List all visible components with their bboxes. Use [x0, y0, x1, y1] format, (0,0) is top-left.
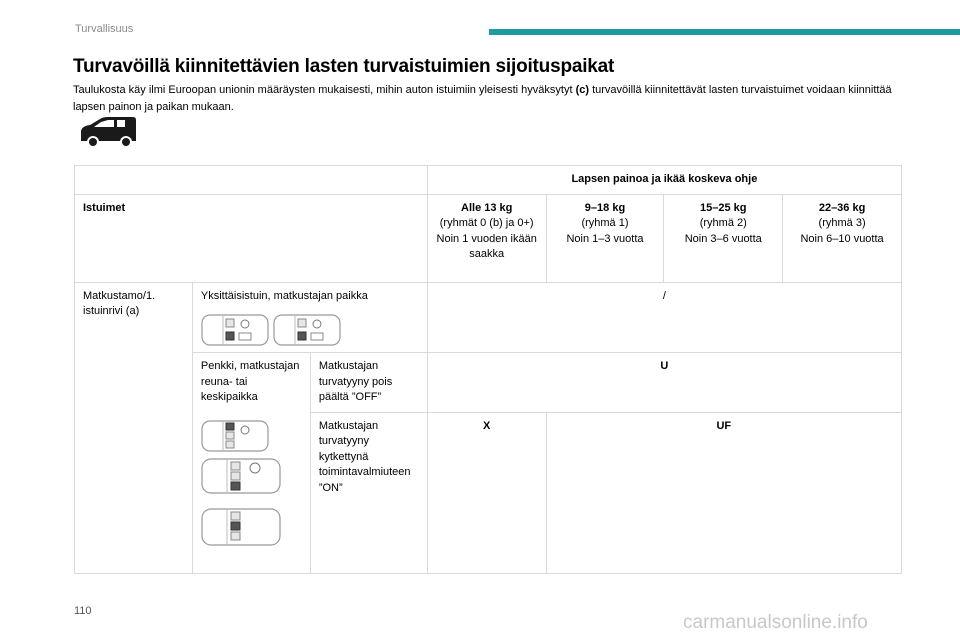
bench-airbag-off-row: [75, 353, 902, 413]
child-seat-table: [74, 165, 902, 574]
page-number: 110: [74, 605, 92, 617]
weight-group-group: (ryhmä 2): [699, 217, 747, 229]
bench-cell: [192, 353, 310, 574]
table-header-row: [75, 166, 902, 195]
airbag-on-value-group-0: X: [427, 412, 546, 573]
watermark: carmanualsonline.info: [683, 612, 868, 633]
intro-paragraph: [73, 82, 903, 116]
airbag-off-value: U: [427, 353, 901, 413]
weight-group-3: [783, 194, 902, 282]
seat-diagram-icon: [201, 458, 281, 494]
guidance-header: Lapsen painoa ja ikää koskeva ohje: [427, 166, 901, 195]
weight-group-weight: 9–18 kg: [584, 201, 626, 214]
weight-group-group: (ryhmä 1): [581, 217, 629, 229]
seat-diagram-icon: [201, 420, 269, 452]
seat-diagram-icon: [273, 314, 341, 346]
weight-group-1: [546, 194, 664, 282]
page-title: Turvavöillä kiinnitettävien lasten turvaistuimien sijoituspaikat: [73, 56, 615, 77]
weight-group-age: Noin 1 vuoden ikään saakka: [436, 232, 537, 260]
airbag-on-value-groups-1-3: UF: [546, 412, 901, 573]
seats-header: Istuimet: [75, 194, 428, 282]
weight-group-age: Noin 1–3 vuotta: [566, 232, 644, 245]
section-accent-bar: [489, 29, 960, 35]
intro-footnote-ref: (c): [575, 84, 590, 96]
van-icon: [78, 114, 140, 150]
empty-header-cell: [75, 166, 428, 195]
weight-group-age: Noin 6–10 vuotta: [800, 232, 884, 245]
section-label: Turvallisuus: [75, 23, 134, 35]
single-seat-value: /: [427, 282, 901, 353]
weight-group-group: (ryhmät 0 (b) ja 0+): [439, 217, 534, 229]
airbag-on-label: Matkustajan turvatyyny kytkettynä toimintavalmiuteen ”ON”: [310, 412, 427, 573]
single-seat-cell: [192, 282, 427, 353]
seat-diagram-icon: [201, 508, 281, 546]
weight-group-group: (ryhmä 3): [818, 217, 866, 229]
intro-text-after: turvavöillä kiinnitettävät lasten turvaistuimet voidaan kiinnittää lapsen painon ja paikan mukaan.: [73, 84, 892, 113]
airbag-off-label: Matkustajan turvatyyny pois päältä ”OFF”: [310, 353, 427, 413]
bench-label: Penkki, matkustajan reuna- tai keskipaikka: [200, 360, 300, 403]
weight-group-weight: 15–25 kg: [700, 201, 747, 214]
weight-group-2: [664, 194, 783, 282]
single-seat-row: [75, 282, 902, 353]
seat-diagram-icon: [201, 314, 269, 346]
weight-group-weight: Alle 13 kg: [461, 201, 513, 214]
weight-group-age: Noin 3–6 vuotta: [684, 232, 762, 245]
intro-text-before: Taulukosta käy ilmi Euroopan unionin määräysten mukaisesti, mihin auton istuimiin yleisesti hyväksytyt: [73, 84, 576, 96]
weight-group-0: [427, 194, 546, 282]
weight-group-row: [75, 194, 902, 282]
row-label-cabin: Matkustamo/1. istuinrivi (a): [75, 282, 193, 573]
single-seat-label: Yksittäisistuin, matkustajan paikka: [200, 289, 368, 302]
weight-group-weight: 22–36 kg: [818, 201, 866, 214]
